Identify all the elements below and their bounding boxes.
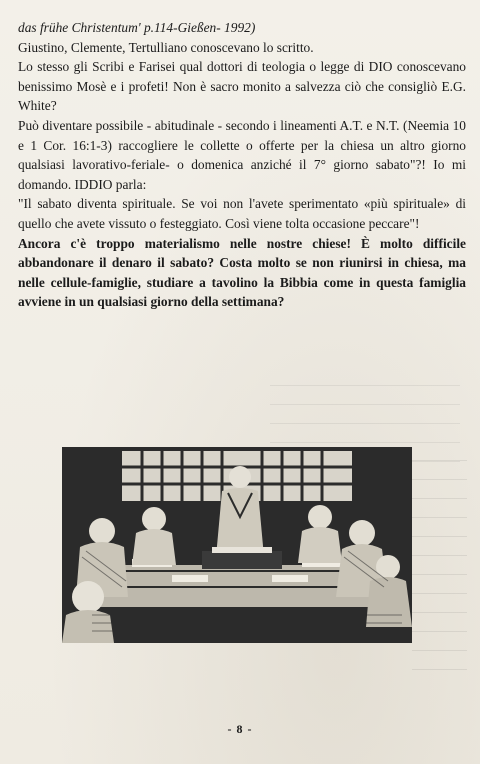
paragraph: Lo stesso gli Scribi e Farisei qual dottori di teologia o legge di DIO conoscevano benissimo Mosè e i profeti! Non è sacro monito a salvezza ciò che consigliò E.G. White?: [18, 59, 466, 114]
page-number: - 8 -: [227, 722, 253, 736]
bleed-through-shadow: [412, 460, 467, 680]
quote-paragraph: "Il sabato diventa spirituale. Se voi non l'avete sperimentato «più spirituale» di quello che avete vissuto o festeggiato. Così viene tolta occasione peccare"!: [18, 196, 466, 231]
paragraph: Può diventare possibile - abitudinale - secondo i lineamenti A.T. e N.T. (Neemia 10 e 1 Cor. 16:1-3) raccogliere le collette o offerte per la chiesa un altro giorno qualsiasi lavorativo-feriale- o domenica anziché il 7° giorno sabato"?! Io mi domando. IDDIO parla:: [18, 117, 466, 192]
paragraph: Giustino, Clemente, Tertulliano conoscevano lo scritto.: [18, 39, 314, 55]
body-text: [18, 18, 466, 312]
illustration-drawing: [62, 447, 412, 643]
family-bible-study-illustration: [62, 447, 412, 643]
question-paragraph: Ancora c'è troppo materialismo nelle nostre chiese! È molto difficile abbandonare il denaro il sabato? Costa molto se non riunirsi in chiesa, ma nelle cellule-famiglie, studiare a tavolino la Bibbia come in questa famiglia avviene in un qualsiasi giorno della settimana?: [18, 235, 466, 310]
citation-line: das frühe Christentum' p.114-Gießen- 1992): [18, 20, 256, 35]
